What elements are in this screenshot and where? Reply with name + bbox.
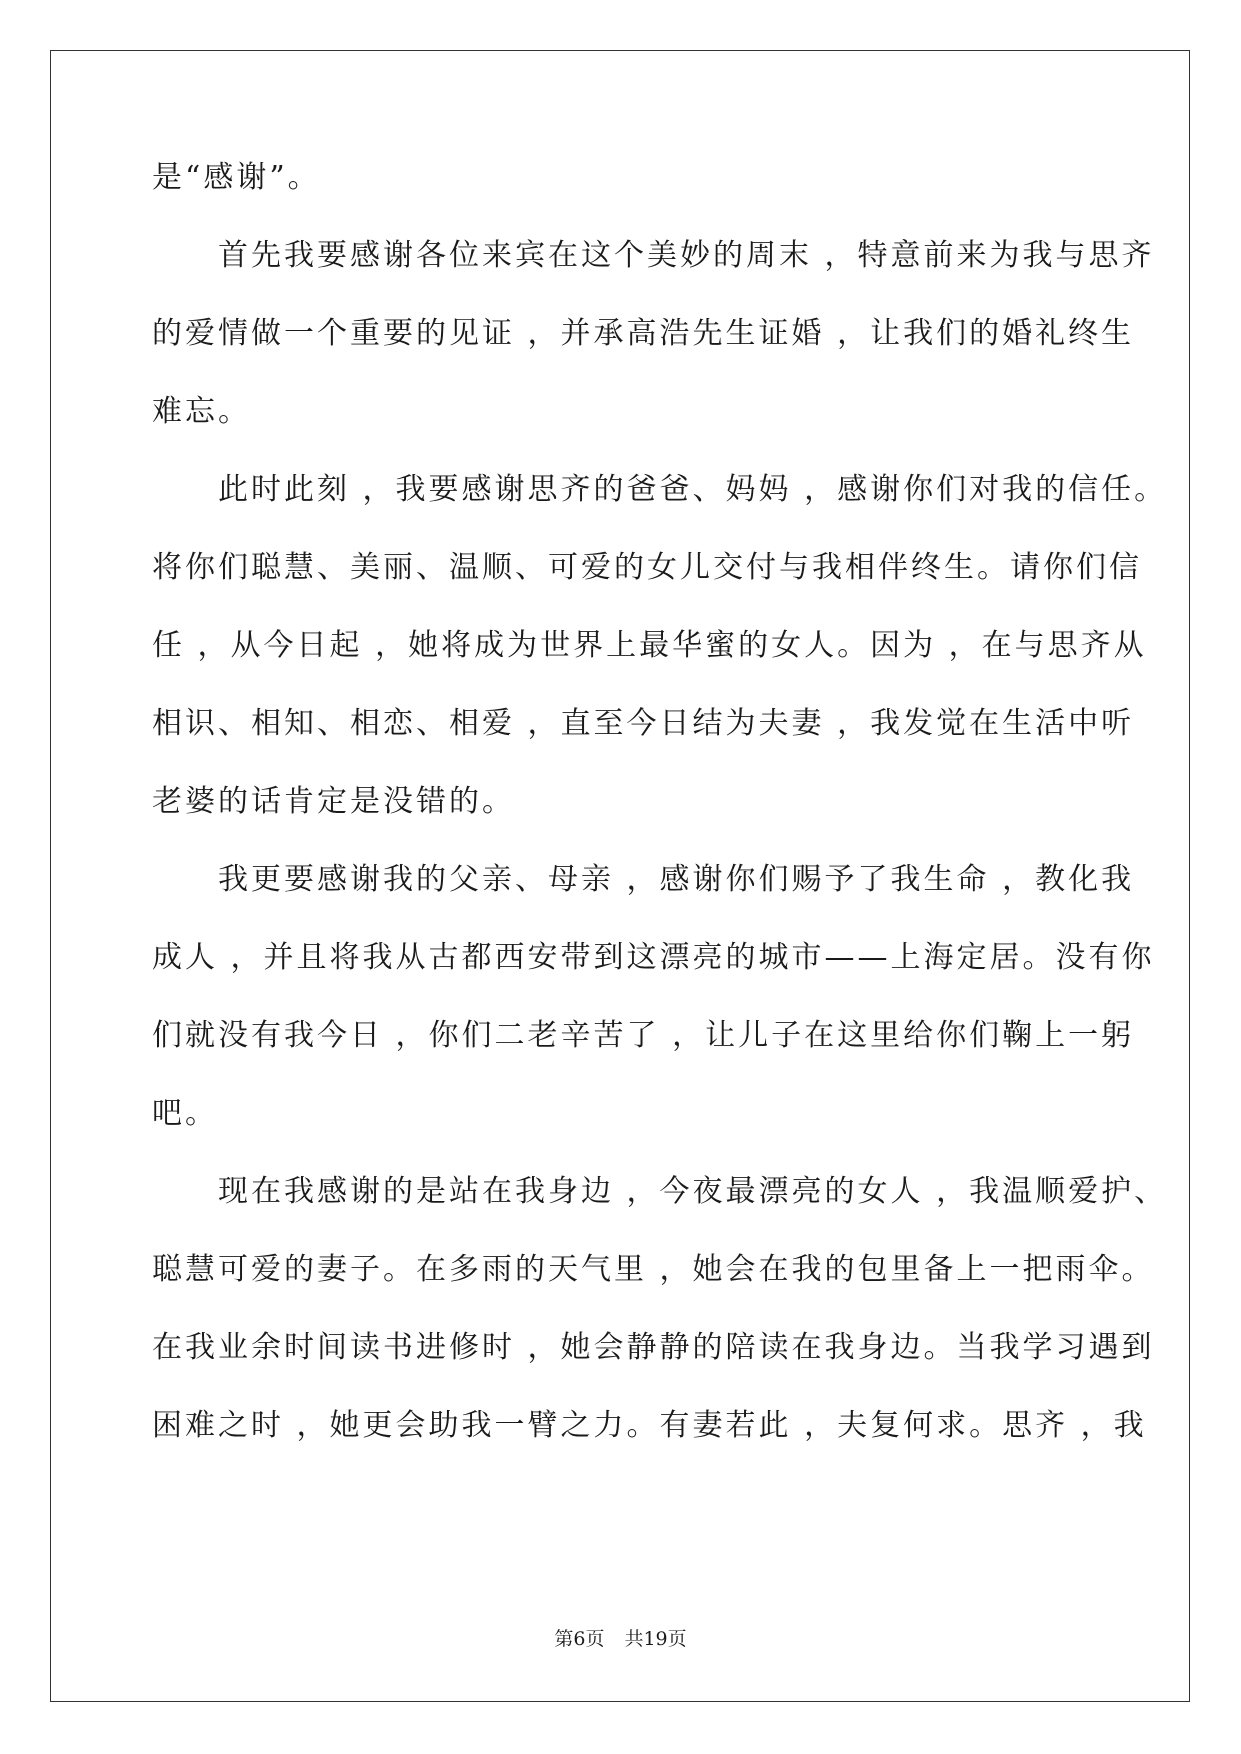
text-line: 是“感谢”。 <box>152 160 321 195</box>
total-pages: 共19页 <box>624 1628 687 1650</box>
text-line: 难忘。 <box>152 394 251 429</box>
page-number: 第6页 <box>554 1628 605 1650</box>
text-line: 吧。 <box>152 1096 218 1131</box>
text-line: 们就没有我今日 ，你们二老辛苦了 ，让儿子在这里给你们鞠上一躬 <box>152 1018 1135 1053</box>
text-line: 聪慧可爱的妻子。在多雨的天气里 ，她会在我的包里备上一把雨伞。 <box>152 1252 1155 1287</box>
text-line: 困难之时 ，她更会助我一臂之力。有妻若此 ，夫复何求。思齐 ，我 <box>152 1408 1147 1443</box>
text-line: 成人 ，并且将我从古都西安带到这漂亮的城市——上海定居。没有你 <box>152 940 1155 975</box>
text-line: 相识、相知、相恋、相爱 ，直至今日结为夫妻 ，我发觉在生活中听 <box>152 706 1135 741</box>
text-line: 首先我要感谢各位来宾在这个美妙的周末 ，特意前来为我与思齐 <box>152 238 1155 273</box>
document-body <box>152 158 1168 1484</box>
page-footer <box>0 1627 1241 1651</box>
text-line: 老婆的话肯定是没错的。 <box>152 784 515 819</box>
text-line: 的爱情做一个重要的见证 ，并承高浩先生证婚 ，让我们的婚礼终生 <box>152 316 1135 351</box>
text-line: 现在我感谢的是站在我身边 ，今夜最漂亮的女人 ，我温顺爱护、 <box>152 1174 1168 1209</box>
text-line: 任 ，从今日起 ，她将成为世界上最华蜜的女人。因为 ，在与思齐从 <box>152 628 1147 663</box>
text-line: 将你们聪慧、美丽、温顺、可爱的女儿交付与我相伴终生。请你们信 <box>152 550 1142 585</box>
text-line: 在我业余时间读书进修时 ，她会静静的陪读在我身边。当我学习遇到 <box>152 1330 1155 1365</box>
text-line: 此时此刻 ，我要感谢思齐的爸爸、妈妈 ，感谢你们对我的信任。 <box>152 472 1168 507</box>
text-line: 我更要感谢我的父亲、母亲 ，感谢你们赐予了我生命 ，教化我 <box>152 862 1135 897</box>
